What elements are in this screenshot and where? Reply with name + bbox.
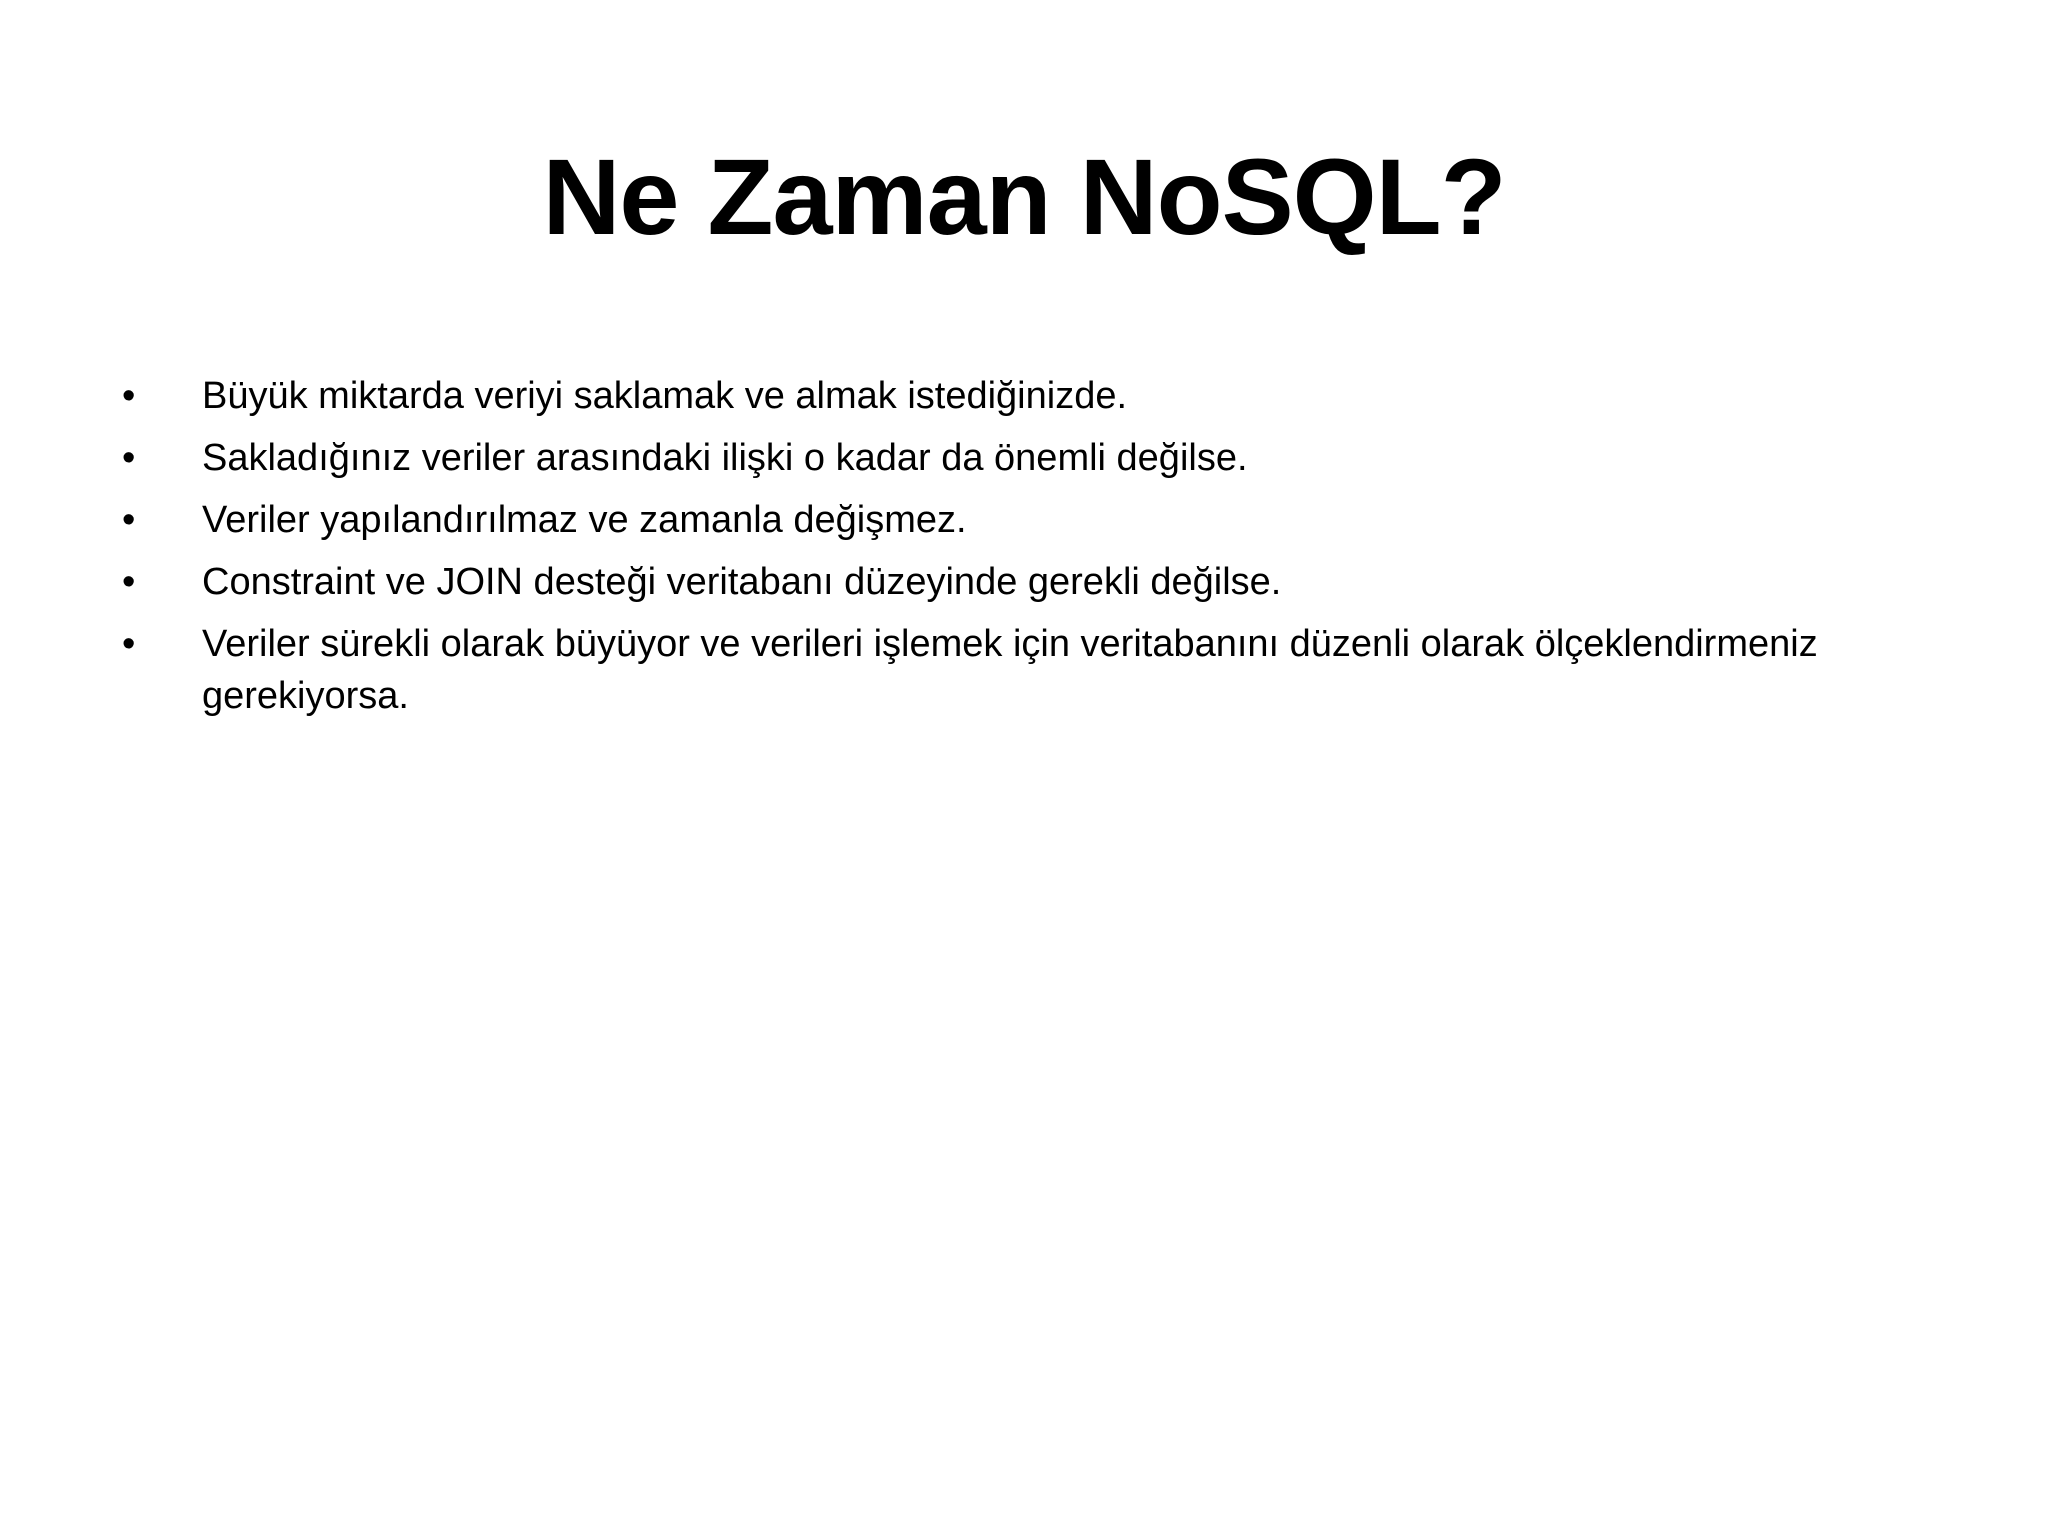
bullet-point-icon: • (122, 437, 136, 479)
bullet-item (120, 494, 1920, 546)
slide-title: Ne Zaman NoSQL? (542, 136, 1506, 257)
bullet-point-icon: • (122, 623, 136, 665)
bullet-point-icon: • (122, 561, 136, 603)
bullet-text: Veriler sürekli olarak büyüyor ve verileri işlemek için veritabanını düzenli olarak ölçeklendirmeniz gerekiyorsa. (202, 623, 1818, 717)
bullet-point-icon: • (122, 499, 136, 541)
bullet-text: Constraint ve JOIN desteği veritabanı düzeyinde gerekli değilse. (202, 561, 1282, 603)
bullet-item (120, 618, 1920, 722)
bullet-item (120, 432, 1920, 484)
bullet-list (120, 370, 1920, 732)
bullet-point-icon: • (122, 375, 136, 417)
bullet-text: Sakladığınız veriler arasındaki ilişki o kadar da önemli değilse. (202, 437, 1248, 479)
bullet-text: Veriler yapılandırılmaz ve zamanla değişmez. (202, 499, 967, 541)
bullet-text: Büyük miktarda veriyi saklamak ve almak istediğinizde. (202, 375, 1128, 417)
bullet-item (120, 556, 1920, 608)
bullet-item (120, 370, 1920, 422)
